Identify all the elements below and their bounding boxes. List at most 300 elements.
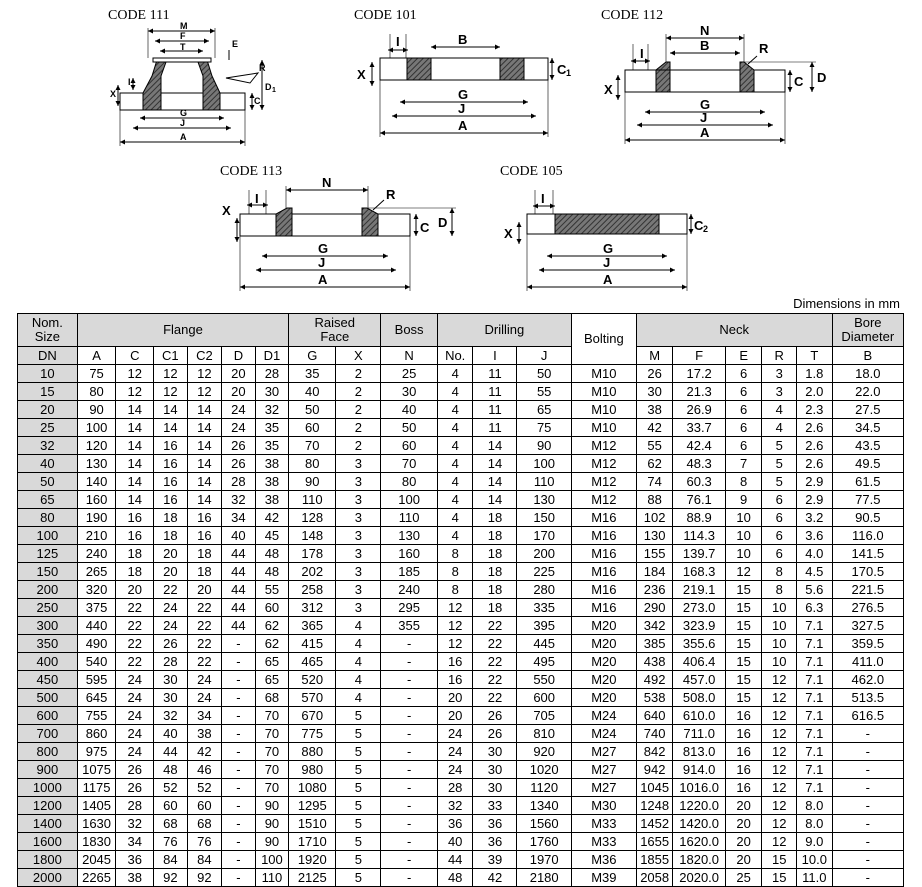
table-cell: 462.0 bbox=[832, 671, 903, 689]
table-cell: 60 bbox=[381, 437, 438, 455]
table-cell: 11 bbox=[473, 365, 517, 383]
table-cell: 160 bbox=[77, 491, 116, 509]
table-cell: 276.5 bbox=[832, 599, 903, 617]
table-cell: M12 bbox=[571, 473, 636, 491]
table-cell: 6 bbox=[762, 545, 797, 563]
table-cell: 4 bbox=[336, 635, 381, 653]
dim-c2-sub: 2 bbox=[703, 224, 709, 234]
table-cell: 10 bbox=[725, 509, 762, 527]
nominal-size-cell: 65 bbox=[18, 491, 78, 509]
group-header-label: Diameter bbox=[841, 329, 895, 344]
nominal-size-cell: 600 bbox=[18, 707, 78, 725]
table-cell: 1045 bbox=[636, 779, 673, 797]
dim-x: X bbox=[110, 89, 117, 99]
table-cell: 40 bbox=[154, 725, 188, 743]
table-cell: 4 bbox=[437, 527, 473, 545]
table-cell: 18 bbox=[187, 563, 222, 581]
nominal-size-cell: 100 bbox=[18, 527, 78, 545]
table-cell: 9.0 bbox=[797, 833, 833, 851]
code-label: CODE 105 bbox=[500, 164, 563, 179]
table-cell: 30 bbox=[381, 383, 438, 401]
table-cell: 25 bbox=[381, 365, 438, 383]
table-cell: 18 bbox=[473, 509, 517, 527]
table-cell: 280 bbox=[517, 581, 571, 599]
table-cell: 26 bbox=[116, 779, 154, 797]
table-cell: 90 bbox=[289, 473, 336, 491]
table-cell: 210 bbox=[77, 527, 116, 545]
table-cell: 34.5 bbox=[832, 419, 903, 437]
table-cell: 12 bbox=[154, 365, 188, 383]
table-cell: 4 bbox=[437, 491, 473, 509]
table-cell: 16 bbox=[154, 455, 188, 473]
table-cell: - bbox=[381, 779, 438, 797]
table-cell: 25 bbox=[725, 869, 762, 887]
table-cell: - bbox=[832, 743, 903, 761]
table-cell: 14 bbox=[154, 419, 188, 437]
table-cell: M20 bbox=[571, 689, 636, 707]
table-cell: 11 bbox=[473, 419, 517, 437]
table-cell: 16 bbox=[437, 653, 473, 671]
table-cell: - bbox=[381, 797, 438, 815]
drawing-code-101 bbox=[354, 8, 571, 137]
table-cell: 130 bbox=[517, 491, 571, 509]
table-cell: 65 bbox=[517, 401, 571, 419]
dim-a: A bbox=[318, 272, 328, 287]
table-cell: 2058 bbox=[636, 869, 673, 887]
table-cell: M20 bbox=[571, 635, 636, 653]
table-cell: 70 bbox=[255, 761, 289, 779]
table-cell: M36 bbox=[571, 851, 636, 869]
table-row bbox=[18, 689, 904, 707]
table-cell: 3 bbox=[336, 545, 381, 563]
column-header: C1 bbox=[154, 347, 188, 365]
table-cell: 7.1 bbox=[797, 707, 833, 725]
table-cell: 8.0 bbox=[797, 815, 833, 833]
table-cell: 30 bbox=[636, 383, 673, 401]
table-cell: 492 bbox=[636, 671, 673, 689]
column-header: No. bbox=[437, 347, 473, 365]
table-cell: - bbox=[832, 779, 903, 797]
dim-i: I bbox=[128, 77, 131, 87]
table-cell: 1075 bbox=[77, 761, 116, 779]
table-cell: 110 bbox=[381, 509, 438, 527]
table-cell: 55 bbox=[255, 581, 289, 599]
table-cell: M16 bbox=[571, 581, 636, 599]
group-header-label: Bore bbox=[854, 315, 882, 330]
table-cell: 36 bbox=[437, 815, 473, 833]
table-cell: 2.6 bbox=[797, 437, 833, 455]
table-cell: 10 bbox=[762, 599, 797, 617]
table-cell: 219.1 bbox=[673, 581, 725, 599]
table-cell: 4 bbox=[437, 455, 473, 473]
table-cell: 600 bbox=[517, 689, 571, 707]
table-cell: 7.1 bbox=[797, 635, 833, 653]
dim-r: R bbox=[759, 41, 769, 56]
table-cell: 7.1 bbox=[797, 779, 833, 797]
table-cell: - bbox=[832, 797, 903, 815]
table-cell: 24 bbox=[437, 761, 473, 779]
table-row bbox=[18, 383, 904, 401]
table-cell: 27.5 bbox=[832, 401, 903, 419]
table-cell: 148 bbox=[289, 527, 336, 545]
dim-c1-sub: 1 bbox=[566, 68, 572, 78]
group-header bbox=[636, 314, 832, 347]
table-body bbox=[18, 365, 904, 887]
table-cell: 8.0 bbox=[797, 797, 833, 815]
table-cell: 16 bbox=[187, 527, 222, 545]
table-cell: 705 bbox=[517, 707, 571, 725]
group-header bbox=[18, 314, 78, 347]
dim-x: X bbox=[604, 82, 613, 97]
table-cell: 2.3 bbox=[797, 401, 833, 419]
table-cell: 265 bbox=[77, 563, 116, 581]
table-cell: 4 bbox=[336, 671, 381, 689]
table-row bbox=[18, 743, 904, 761]
table-cell: 880 bbox=[289, 743, 336, 761]
nominal-size-cell: 1200 bbox=[18, 797, 78, 815]
table-cell: 52 bbox=[187, 779, 222, 797]
table-cell: 14 bbox=[187, 473, 222, 491]
table-cell: - bbox=[381, 707, 438, 725]
table-cell: 14 bbox=[116, 473, 154, 491]
table-cell: 4 bbox=[437, 437, 473, 455]
table-cell: 1560 bbox=[517, 815, 571, 833]
table-cell: 14 bbox=[116, 491, 154, 509]
table-row bbox=[18, 545, 904, 563]
table-cell: 465 bbox=[289, 653, 336, 671]
table-cell: 14 bbox=[116, 419, 154, 437]
table-cell: 22 bbox=[473, 617, 517, 635]
table-cell: 2 bbox=[336, 383, 381, 401]
table-cell: 18 bbox=[154, 527, 188, 545]
table-cell: 35 bbox=[289, 365, 336, 383]
nominal-size-cell: 450 bbox=[18, 671, 78, 689]
table-cell: 3 bbox=[336, 599, 381, 617]
table-cell: 6 bbox=[725, 383, 762, 401]
table-cell: 120 bbox=[77, 437, 116, 455]
table-row bbox=[18, 473, 904, 491]
table-cell: 1420.0 bbox=[673, 815, 725, 833]
table-cell: 4 bbox=[437, 401, 473, 419]
table-cell: 4 bbox=[336, 617, 381, 635]
table-cell: 595 bbox=[77, 671, 116, 689]
table-cell: 5 bbox=[336, 851, 381, 869]
table-cell: 920 bbox=[517, 743, 571, 761]
table-cell: 342 bbox=[636, 617, 673, 635]
table-cell: 9 bbox=[725, 491, 762, 509]
table-cell: 18 bbox=[473, 527, 517, 545]
table-cell: 10 bbox=[725, 527, 762, 545]
table-cell: 14 bbox=[116, 401, 154, 419]
nominal-size-cell: 10 bbox=[18, 365, 78, 383]
table-cell: 3.6 bbox=[797, 527, 833, 545]
table-cell: M27 bbox=[571, 779, 636, 797]
nominal-size-cell: 1400 bbox=[18, 815, 78, 833]
table-cell: 16 bbox=[725, 707, 762, 725]
table-cell: 44 bbox=[222, 599, 256, 617]
table-cell: 22 bbox=[116, 599, 154, 617]
table-cell: 616.5 bbox=[832, 707, 903, 725]
table-cell: - bbox=[222, 815, 256, 833]
table-cell: 74 bbox=[636, 473, 673, 491]
table-cell: 38 bbox=[255, 455, 289, 473]
table-cell: M33 bbox=[571, 815, 636, 833]
table-cell: 22 bbox=[187, 617, 222, 635]
table-row bbox=[18, 707, 904, 725]
table-cell: 90 bbox=[255, 815, 289, 833]
code-label: CODE 101 bbox=[354, 8, 417, 23]
table-cell: 3 bbox=[336, 509, 381, 527]
table-cell: 14 bbox=[154, 401, 188, 419]
table-cell: 1120 bbox=[517, 779, 571, 797]
table-cell: 48.3 bbox=[673, 455, 725, 473]
dim-g: G bbox=[180, 108, 188, 118]
table-cell: 33 bbox=[473, 797, 517, 815]
table-cell: 375 bbox=[77, 599, 116, 617]
drawing-code-112 bbox=[601, 8, 826, 144]
table-cell: 30 bbox=[255, 383, 289, 401]
dim-a: A bbox=[180, 132, 187, 142]
table-cell: 12 bbox=[762, 707, 797, 725]
table-cell: 24 bbox=[116, 671, 154, 689]
table-cell: 20 bbox=[154, 563, 188, 581]
table-cell: 20 bbox=[437, 689, 473, 707]
table-cell: 70 bbox=[255, 707, 289, 725]
table-cell: 184 bbox=[636, 563, 673, 581]
table-cell: 4 bbox=[336, 689, 381, 707]
table-cell: 75 bbox=[77, 365, 116, 383]
table-cell: 24 bbox=[116, 725, 154, 743]
table-cell: 610.0 bbox=[673, 707, 725, 725]
table-group-header bbox=[18, 314, 904, 347]
table-cell: 15 bbox=[762, 851, 797, 869]
table-cell: 1970 bbox=[517, 851, 571, 869]
dim-c: C bbox=[420, 220, 430, 235]
table-cell: - bbox=[381, 671, 438, 689]
table-cell: 14 bbox=[473, 491, 517, 509]
table-cell: M27 bbox=[571, 743, 636, 761]
dim-m: M bbox=[180, 21, 188, 31]
dim-g: G bbox=[318, 241, 329, 256]
table-cell: 92 bbox=[154, 869, 188, 887]
group-header-label: Boss bbox=[394, 322, 424, 337]
table-cell: 26 bbox=[116, 761, 154, 779]
table-cell: 12 bbox=[187, 383, 222, 401]
table-cell: M12 bbox=[571, 491, 636, 509]
table-cell: 1830 bbox=[77, 833, 116, 851]
table-cell: 942 bbox=[636, 761, 673, 779]
table-cell: 385 bbox=[636, 635, 673, 653]
table-cell: 48 bbox=[255, 563, 289, 581]
table-column-header bbox=[18, 347, 904, 365]
dim-c2: C bbox=[694, 218, 704, 233]
table-cell: 842 bbox=[636, 743, 673, 761]
table-cell: 1620.0 bbox=[673, 833, 725, 851]
table-cell: 11 bbox=[473, 401, 517, 419]
table-cell: 60 bbox=[289, 419, 336, 437]
table-row bbox=[18, 815, 904, 833]
table-cell: 2.6 bbox=[797, 419, 833, 437]
table-cell: 438 bbox=[636, 653, 673, 671]
table-cell: 38 bbox=[116, 869, 154, 887]
table-cell: - bbox=[381, 869, 438, 887]
table-cell: 4 bbox=[437, 383, 473, 401]
table-cell: 28 bbox=[222, 473, 256, 491]
table-row bbox=[18, 779, 904, 797]
table-cell: 76.1 bbox=[673, 491, 725, 509]
table-cell: 32 bbox=[154, 707, 188, 725]
table-cell: - bbox=[222, 851, 256, 869]
table-cell: 1.8 bbox=[797, 365, 833, 383]
table-cell: 18 bbox=[473, 581, 517, 599]
table-cell: 4.0 bbox=[797, 545, 833, 563]
dim-c1: C bbox=[557, 62, 567, 77]
table-cell: 295 bbox=[381, 599, 438, 617]
table-cell: 8 bbox=[725, 473, 762, 491]
table-cell: 116.0 bbox=[832, 527, 903, 545]
table-cell: 70 bbox=[381, 455, 438, 473]
table-cell: 32 bbox=[116, 815, 154, 833]
table-cell: 34 bbox=[187, 707, 222, 725]
table-cell: - bbox=[222, 779, 256, 797]
table-cell: - bbox=[381, 635, 438, 653]
table-cell: 3.2 bbox=[797, 509, 833, 527]
table-cell: 32 bbox=[255, 401, 289, 419]
table-cell: 538 bbox=[636, 689, 673, 707]
table-cell: 1760 bbox=[517, 833, 571, 851]
table-cell: 914.0 bbox=[673, 761, 725, 779]
group-header-label: Raised bbox=[314, 315, 356, 330]
table-cell: 20 bbox=[725, 815, 762, 833]
table-cell: 32 bbox=[437, 797, 473, 815]
table-cell: 18 bbox=[473, 545, 517, 563]
table-cell: 813.0 bbox=[673, 743, 725, 761]
table-cell: 290 bbox=[636, 599, 673, 617]
group-header-label: Face bbox=[320, 329, 350, 344]
table-cell: 15 bbox=[725, 653, 762, 671]
table-cell: M16 bbox=[571, 545, 636, 563]
table-cell: 40 bbox=[222, 527, 256, 545]
table-cell: 22 bbox=[187, 653, 222, 671]
table-cell: 14 bbox=[116, 455, 154, 473]
dim-a: A bbox=[603, 272, 613, 287]
table-cell: 16 bbox=[116, 527, 154, 545]
drawing-code-111 bbox=[108, 8, 276, 146]
table-cell: 44 bbox=[154, 743, 188, 761]
table-cell: 4 bbox=[437, 365, 473, 383]
table-cell: 48 bbox=[255, 545, 289, 563]
dim-g: G bbox=[603, 241, 614, 256]
table-cell: 202 bbox=[289, 563, 336, 581]
nominal-size-cell: 1600 bbox=[18, 833, 78, 851]
table-cell: 50 bbox=[517, 365, 571, 383]
table-cell: 42 bbox=[636, 419, 673, 437]
table-cell: 5 bbox=[336, 797, 381, 815]
table-cell: 755 bbox=[77, 707, 116, 725]
nominal-size-cell: 700 bbox=[18, 725, 78, 743]
table-cell: 775 bbox=[289, 725, 336, 743]
table-cell: 14 bbox=[187, 401, 222, 419]
table-cell: 1710 bbox=[289, 833, 336, 851]
nominal-size-cell: 1000 bbox=[18, 779, 78, 797]
table-cell: 12 bbox=[437, 635, 473, 653]
table-row bbox=[18, 401, 904, 419]
table-cell: M10 bbox=[571, 365, 636, 383]
table-cell: 740 bbox=[636, 725, 673, 743]
table-cell: 2.6 bbox=[797, 455, 833, 473]
table-cell: 1655 bbox=[636, 833, 673, 851]
group-header bbox=[77, 314, 289, 347]
dim-i: I bbox=[396, 34, 400, 49]
table-cell: 16 bbox=[725, 725, 762, 743]
table-cell: 110 bbox=[289, 491, 336, 509]
table-cell: 178 bbox=[289, 545, 336, 563]
table-cell: 42 bbox=[255, 509, 289, 527]
table-cell: 20 bbox=[725, 833, 762, 851]
table-cell: 100 bbox=[255, 851, 289, 869]
table-cell: 1175 bbox=[77, 779, 116, 797]
table-cell: 14 bbox=[473, 437, 517, 455]
table-cell: 44 bbox=[222, 563, 256, 581]
table-cell: 70 bbox=[255, 743, 289, 761]
table-cell: 18 bbox=[473, 599, 517, 617]
table-cell: 60 bbox=[154, 797, 188, 815]
table-cell: 12 bbox=[762, 671, 797, 689]
table-cell: 35 bbox=[255, 419, 289, 437]
table-cell: - bbox=[222, 671, 256, 689]
table-cell: 14 bbox=[187, 455, 222, 473]
table-cell: 10.0 bbox=[797, 851, 833, 869]
table-cell: 16 bbox=[154, 437, 188, 455]
dim-a: A bbox=[458, 118, 468, 133]
table-cell: 60.3 bbox=[673, 473, 725, 491]
table-cell: 12 bbox=[437, 599, 473, 617]
table-cell: 16 bbox=[154, 491, 188, 509]
table-cell: 90 bbox=[77, 401, 116, 419]
table-cell: - bbox=[222, 833, 256, 851]
table-cell: 645 bbox=[77, 689, 116, 707]
table-cell: 24 bbox=[154, 617, 188, 635]
table-cell: 28 bbox=[255, 365, 289, 383]
dim-d: D bbox=[817, 70, 827, 85]
table-cell: 495 bbox=[517, 653, 571, 671]
nominal-size-cell: 125 bbox=[18, 545, 78, 563]
dim-j: J bbox=[603, 255, 611, 270]
dim-d1-sub: 1 bbox=[272, 87, 276, 94]
table-cell: 17.2 bbox=[673, 365, 725, 383]
table-cell: 365 bbox=[289, 617, 336, 635]
table-cell: 52 bbox=[154, 779, 188, 797]
table-cell: 445 bbox=[517, 635, 571, 653]
table-cell: 2 bbox=[336, 437, 381, 455]
dim-x: X bbox=[222, 203, 231, 218]
dim-e: E bbox=[232, 39, 239, 49]
table-cell: 21.3 bbox=[673, 383, 725, 401]
dim-i: I bbox=[541, 191, 545, 206]
table-cell: - bbox=[222, 797, 256, 815]
table-cell: 335 bbox=[517, 599, 571, 617]
column-header: X bbox=[336, 347, 381, 365]
table-cell: 68 bbox=[255, 689, 289, 707]
table-cell: 4 bbox=[437, 419, 473, 437]
table-cell: 12 bbox=[762, 689, 797, 707]
table-row bbox=[18, 419, 904, 437]
table-cell: 39 bbox=[473, 851, 517, 869]
table-cell: 14 bbox=[116, 437, 154, 455]
table-cell: 12 bbox=[762, 761, 797, 779]
table-cell: - bbox=[832, 815, 903, 833]
table-cell: 70 bbox=[289, 437, 336, 455]
